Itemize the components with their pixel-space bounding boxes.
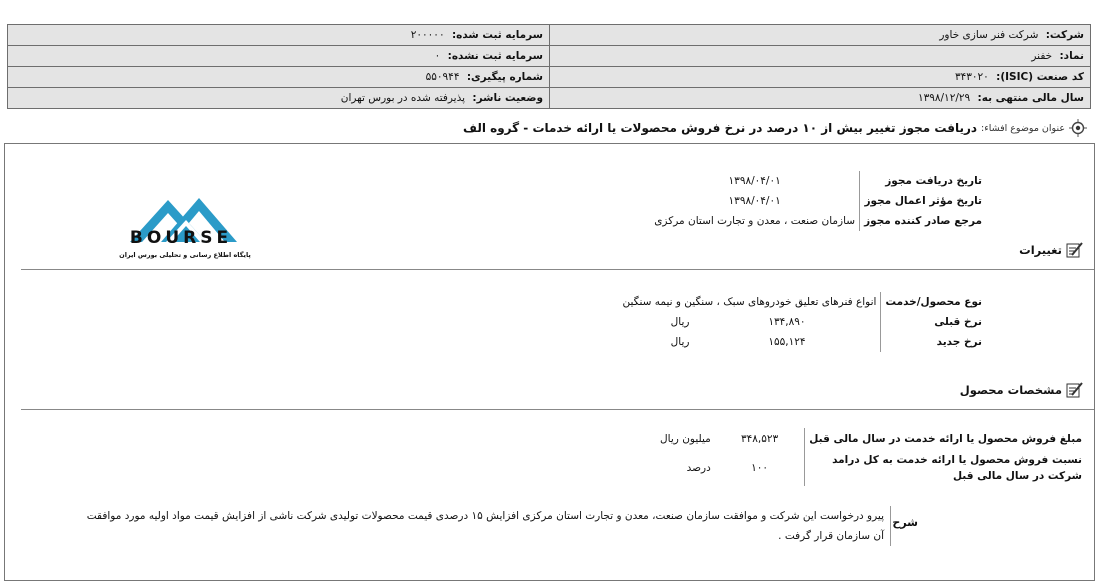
changes-table: [618, 292, 986, 352]
description-label: شرح: [892, 516, 918, 529]
subject-text: دریافت مجوز تغییر بیش از ۱۰ درصد در نرخ فروش محصولات یا ارائه خدمات - گروه الف: [463, 121, 978, 135]
fiscal-year-label: سال مالی منتهی به:: [977, 92, 1084, 104]
previous-rate-unit: ریال: [670, 316, 690, 328]
unregistered-capital-label: سرمایه ثبت نشده:: [447, 50, 543, 62]
previous-rate-label: نرخ قبلی: [934, 316, 982, 328]
company-value: شرکت فنر سازی خاور: [939, 29, 1039, 41]
permit-row: [650, 191, 986, 211]
fiscal-year-value: ۱۳۹۸/۱۲/۲۹: [917, 92, 971, 104]
target-icon: [1069, 119, 1087, 137]
product-type-label: نوع محصول/خدمت: [885, 296, 982, 308]
company-label: شرکت:: [1045, 29, 1084, 41]
changes-title: تغییرات: [1019, 243, 1062, 257]
company-cell: [550, 25, 1091, 46]
section-divider: [21, 269, 1094, 270]
new-rate-value: ۱۵۵,۱۲۴: [693, 332, 880, 352]
registered-capital-label: سرمایه ثبت شده:: [451, 29, 543, 41]
new-rate-unit: ریال: [670, 336, 690, 348]
logo-text: BOURSE: [129, 228, 233, 248]
ratio-label: [805, 450, 1086, 486]
ratio-value: ۱۰۰: [715, 450, 805, 486]
permit-table: [650, 171, 986, 231]
company-info-table: [7, 24, 1091, 109]
registered-capital-cell: [8, 25, 550, 46]
previous-rate-value: ۱۳۴,۸۹۰: [693, 312, 880, 332]
permit-row: [650, 171, 986, 191]
product-type-value: انواع فنرهای تعلیق خودروهای سبک ، سنگین و نیمه سنگین: [618, 292, 880, 312]
info-row: [8, 46, 1091, 67]
edit-note-icon: [1066, 382, 1083, 398]
subject-label: عنوان موضوع افشاء:: [981, 122, 1065, 134]
isic-label: کد صنعت (ISIC):: [996, 71, 1084, 83]
disclosure-subject: [11, 119, 1087, 137]
sales-value: ۳۴۸,۵۲۳: [715, 428, 805, 450]
permit-row: [650, 211, 986, 231]
receive-date-label: تاریخ دریافت مجوز: [885, 175, 982, 187]
registered-capital-value: ۲۰۰۰۰۰: [410, 29, 445, 41]
fiscal-year-cell: [550, 88, 1091, 109]
receive-date-value: ۱۳۹۸/۰۴/۰۱: [650, 171, 859, 191]
changes-section-title: [1019, 242, 1083, 258]
tracking-label: شماره پیگیری:: [466, 71, 543, 83]
edit-note-icon: [1066, 242, 1083, 258]
changes-row: [618, 332, 986, 352]
ratio-label-line2: شرکت در سال مالی قبل: [952, 470, 1082, 482]
logo-caption: پایگاه اطلاع رسانی و تحلیلی بورس ایران: [119, 251, 251, 259]
issuer-value: سازمان صنعت ، معدن و تجارت استان مرکزی: [650, 211, 859, 231]
product-specs-section-title: [960, 382, 1083, 398]
tracking-value: ۵۵۰۹۴۴: [425, 71, 460, 83]
publisher-status-value: پذیرفته شده در بورس تهران: [340, 92, 466, 104]
section-divider: [21, 409, 1094, 410]
new-rate-label: نرخ جدید: [936, 336, 982, 348]
ratio-label-line1: نسبت فروش محصول یا ارائه خدمت به کل درامد: [832, 454, 1082, 466]
sales-label: مبلغ فروش محصول یا ارائه خدمت در سال مالی قبل: [809, 433, 1082, 445]
effective-date-value: ۱۳۹۸/۰۴/۰۱: [650, 191, 859, 211]
effective-date-label: تاریخ مؤثر اعمال مجوز: [864, 195, 982, 207]
product-specs-title: مشخصات محصول: [959, 383, 1062, 397]
ratio-unit: درصد: [686, 462, 711, 474]
specs-row: [635, 450, 1086, 486]
isic-value: ۳۴۳۰۲۰: [954, 71, 989, 83]
info-row: [8, 88, 1091, 109]
symbol-label: نماد:: [1059, 50, 1084, 62]
report-box: [4, 143, 1095, 581]
unregistered-capital-value: ۰: [434, 50, 441, 62]
symbol-value: خفنر: [1031, 50, 1053, 62]
issuer-label: مرجع صادر کننده مجوز: [864, 215, 982, 227]
specs-row: [635, 428, 1086, 450]
symbol-cell: [550, 46, 1091, 67]
info-row: [8, 25, 1091, 46]
publisher-status-cell: [8, 88, 550, 109]
publisher-status-label: وضعیت ناشر:: [472, 92, 543, 104]
changes-row: [618, 292, 986, 312]
description-text: پیرو درخواست این شرکت و موافقت سازمان صنعت، معدن و تجارت استان مرکزی افزایش ۱۵ درصدی قیمت محصولات تولیدی شرکت ناشی از افزایش قیمت مواد اولیه مورد موافقت آن سازمان قرار گرفت .: [76, 506, 891, 546]
sales-unit: میلیون ریال: [660, 433, 711, 445]
product-specs-table: [635, 428, 1086, 486]
info-row: [8, 67, 1091, 88]
tracking-cell: [8, 67, 550, 88]
unregistered-capital-cell: [8, 46, 550, 67]
changes-row: [618, 312, 986, 332]
isic-cell: [550, 67, 1091, 88]
